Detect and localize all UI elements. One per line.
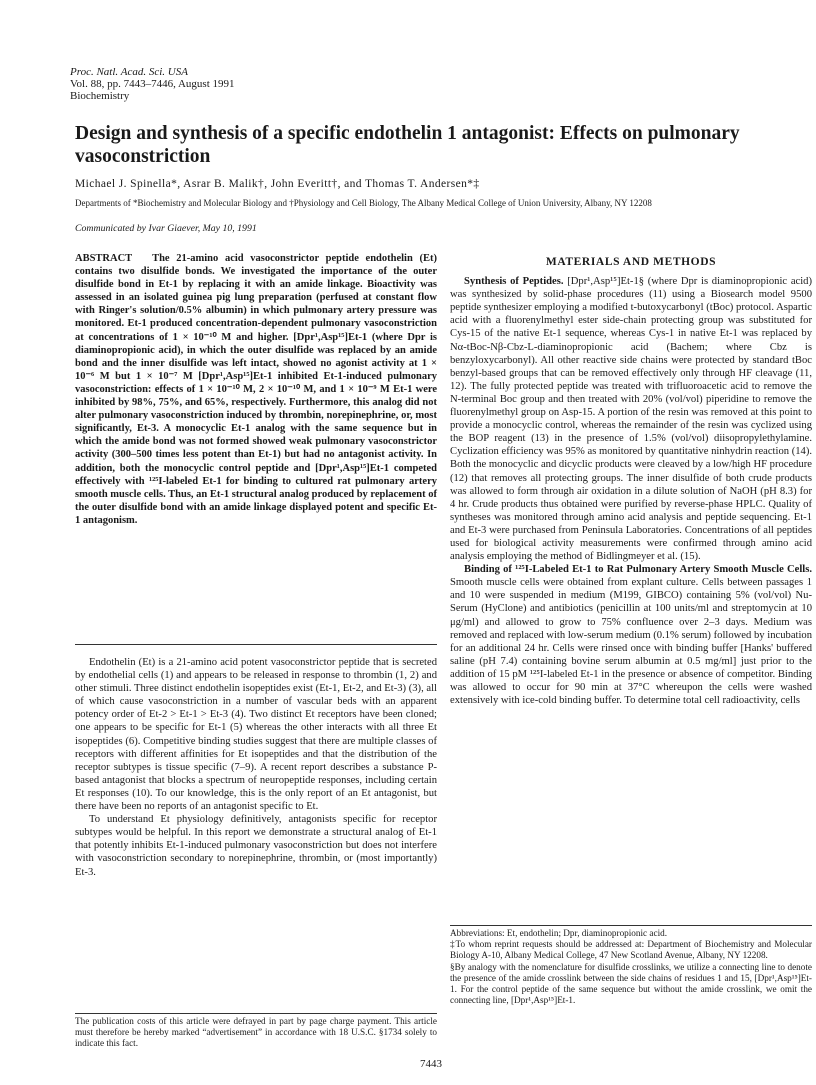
intro-paragraph: To understand Et physiology definitively, antagonists specific for receptor subtypes would be helpful. In this report we demonstrate a structural analog of Et-1 that potently inhibits Et-1-induced pulmonary vasoconstriction but does not interfere with vasoconstriction secondary to norepinephrine, thrombin, or (most importantly) Et-3. (75, 814, 437, 878)
methods-paragraph-synthesis (450, 275, 812, 563)
binding-text: Smooth muscle cells were obtained from explant culture. Cells between passages 1 and 10 were suspended in medium (M199, GIBCO) containing 5% (vol/vol) Nu-Serum (HyClone) and antibiotics (penicillin at 100 units/ml and streptomycin at 10 μg/ml) and allowed to grow to 75% confluence over 2–3 days. Medium was removed and replaced with low-serum medium (0.1% serum) followed by incubation for an additional 24 hr. Cells were rinsed once with binding buffer [Hanks' buffered saline (pH 7.4) containing bovine serum albumin at 0.5 mg/ml] just prior to the addition of 15 pM ¹²⁵I-labeled Et-1 in the presence or absence of competitor. Binding was allowed to occur for 90 min at 37°C whereupon the cells were washed extensively with ice-cold binding buffer. To determine total cell radioactivity, cells (450, 577, 812, 707)
footnotes (450, 928, 812, 1006)
journal-volume: Vol. 88, pp. 7443–7446, August 1991 (70, 78, 235, 90)
methods-column (450, 252, 812, 707)
abstract-label: ABSTRACT (75, 253, 133, 264)
methods-paragraph-binding (450, 563, 812, 707)
journal-section: Biochemistry (70, 90, 130, 102)
publication-cost-text: The publication costs of this article were defrayed in part by page charge payment. This article must therefore be hereby marked “advertisement” in accordance with 18 U.S.C. §1734 solely to indicate this fact. (75, 1016, 437, 1049)
intro-paragraph: Endothelin (Et) is a 21-amino acid potent vasoconstrictor peptide that is secreted by endothelial cells (1) and appears to be released in response to thrombin (1, 2) and other stimuli. Three distinct endothelin isopeptides exist (Et-1, Et-2, and Et-3) (3), all of which cause vasoconstriction in a number of vascular beds with an apparent potency order of Et-2 > Et-1 > Et-3 (4). Two distinct Et receptors have been cloned; one appears to be specific for Et-1 (5) whereas the other interacts with all three Et isopeptides (6). Competitive binding studies suggest that there are multiple classes of receptors with different affinities for Et isopeptides and that the distribution of the receptor subtypes is tissue specific (7–9). A recent report describes a substance P-based antagonist that blocks a spectrum of neuropeptide responses, including certain Et responses (10). To our knowledge, this is the only report of an Et antagonist, but there have been no reports of an antagonist specific to Et. (75, 657, 437, 813)
binding-heading: Binding of ¹²⁵I-Labeled Et-1 to Rat Pulmonary Artery Smooth Muscle Cells. (464, 564, 812, 576)
publication-cost-note (75, 1016, 437, 1050)
abstract-text: The 21-amino acid vasoconstrictor peptide endothelin (Et) contains two disulfide bonds. We investigated the importance of the outer disulfide bond in Et-1 by replacing it with an amide linkage. Bioactivity was assessed in an isolated guinea pig lung preparation (perfused at constant flow with Ringer's solution/0.5% albumin) in which pulmonary artery pressure was monitored. Et-1 produced concentration-dependent pulmonary vasoconstriction at concentrations of 1 × 10⁻¹⁰ M and higher. [Dpr¹,Asp¹⁵]Et-1 (where Dpr is diaminopropionic acid), in which the outer disulfide was replaced by an amide bond and the inner disulfide was left intact, showed no agonist activity at 1 × 10⁻⁶ M but 1 × 10⁻⁷ M [Dpr¹,Asp¹⁵]Et-1 inhibited Et-1-induced pulmonary vasoconstriction: effects of 1 × 10⁻¹⁰ M, 2 × 10⁻¹⁰ M, and 1 × 10⁻⁹ M Et-1 were inhibited by 98%, 75%, and 65%, respectively. Furthermore, this analog did not alter pulmonary vasoconstriction induced by thrombin, norepinephrine, or, most significantly, Et-3. A monocyclic Et-1 analog with the same sequence but in which the amide bond was not formed showed weak pulmonary vasoconstrictor activity (300–500 times less potent than Et-1) but had no antagonist activity. In addition, both the monocyclic control peptide and [Dpr¹,Asp¹⁵]Et-1 competed effectively with ¹²⁵I-labeled Et-1 for binding to cultured rat pulmonary artery smooth muscle cells. Thus, an Et-1 structural analog produced by replacement of the outer disulfide bond with an amide linkage displayed potent and specific Et-1 antagonism. (75, 253, 437, 526)
synthesis-text: [Dpr¹,Asp¹⁵]Et-1§ (where Dpr is diaminopropionic acid) was synthesized by solid-phase procedures (11) using a Biosearch model 9500 peptide synthesizer employing a modified t-butoxycarbonyl (tBoc) protocol. Aspartic acid with a fluorenylmethyl ester side-chain protecting group was substituted for Cys-15 of the native Et-1 sequence, whereas Cys-1 in native Et-1 was replaced by Nα-tBoc-Nβ-Cbz-L-diaminopropionic acid (Bachem; where Cbz is benzyloxycarbonyl). All other reactive side chains were protected by standard tBoc benzyl-based groups that can be removed effectively only through HF cleavage (11, 12). The fully protected peptide was treated with trifluoroacetic acid to remove the N-terminal Boc group and then treated with 20% (vol/vol) piperidine to remove the fluorenylmethyl group on Asp-15. A portion of the resin was removed at this point to provide a monocyclic control, whereas the remainder of the resin was cyclized using the BOP reagent (13) in the presence of 1.5% (vol/vol) diisopropylethylamine. Cyclization efficiency was 95% as monitored by quantitative ninhydrin reaction (14). Both the monocyclic and dicyclic products were cleaved by a low/high HF procedure (12) that removes all protecting groups. The inner disulfide of both crude products was allowed to form through air oxidation in a dilute solution of NaOH (pH 8.3) for 4 hr. Crude products thus obtained were purified by reverse-phase HPLC. Quality of syntheses was monitored through amino acid analysis and peptide sequencing. Et-1 and Et-3 were purchased from Peninsula Laboratories. Concentrations of all peptides used for biological activity measurements were confirmed through amino acid analysis employing the method of Bidlingmeyer et al. (15). (450, 276, 812, 563)
footnote-nomenclature: §By analogy with the nomenclature for disulfide crosslinks, we utilize a connecting line to denote the presence of the amide crosslink between the side chains of residues 1 and 15, [Dpr¹,Asp¹⁵]Et-1. For the control peptide of the same sequence but without the amide crosslink, we omit the connecting line, [Dpr¹,Asp¹⁵]Et-1. (450, 961, 812, 1006)
footnote-divider-right (450, 925, 812, 926)
footnote-reprints: ‡To whom reprint requests should be addressed at: Department of Biochemistry and Molecular Biology A-10, Albany Medical College, 47 New Scotland Avenue, Albany, NY 12208. (450, 939, 812, 961)
synthesis-heading: Synthesis of Peptides. (464, 276, 564, 288)
abstract-divider (75, 644, 437, 645)
abstract (75, 252, 437, 527)
affiliation: Departments of *Biochemistry and Molecular Biology and †Physiology and Cell Biology, The Albany Medical College of Union University, Albany, NY 12208 (75, 198, 652, 208)
paper-title: Design and synthesis of a specific endothelin 1 antagonist: Effects on pulmonary vasoconstriction (75, 123, 740, 167)
journal-name: Proc. Natl. Acad. Sci. USA (70, 66, 188, 78)
communicated-by: Communicated by Ivar Giaever, May 10, 1991 (75, 223, 257, 234)
page-number: 7443 (420, 1058, 442, 1070)
journal-header (70, 66, 235, 102)
footnote-abbreviations: Abbreviations: Et, endothelin; Dpr, diaminopropionic acid. (450, 928, 668, 938)
introduction (75, 656, 437, 879)
author-list: Michael J. Spinella*, Asrar B. Malik†, John Everitt†, and Thomas T. Andersen*‡ (75, 178, 480, 190)
methods-heading: MATERIALS AND METHODS (545, 256, 717, 268)
footnote-divider-left (75, 1013, 437, 1014)
